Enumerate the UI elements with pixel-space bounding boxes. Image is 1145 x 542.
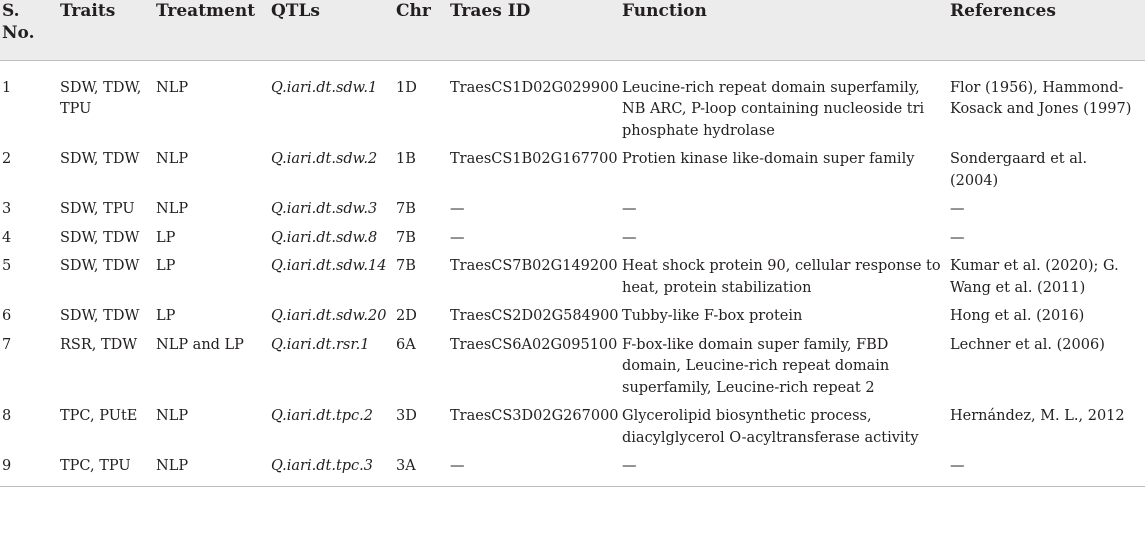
cell-traits: SDW, TDW — [60, 308, 140, 324]
cell-chr: 7B — [396, 229, 416, 246]
cell-s-no: 5 — [2, 258, 12, 274]
cell-qtl: Q.iari.dt.sdw.2 — [271, 151, 378, 167]
cell-traits: SDW, TDW — [60, 229, 140, 246]
cell-function: Leucine-rich repeat domain superfamily, NB ARC, P-loop containing nucleoside tri phosphate hydrolase — [622, 79, 925, 139]
header-qtls: QTLs — [271, 0, 396, 60]
table-row — [0, 399, 1145, 449]
header-s-no: S. No. — [0, 0, 60, 60]
cell-chr: 6A — [396, 336, 416, 353]
header-traits: Traits — [60, 0, 156, 60]
table-body — [0, 60, 1145, 486]
table-row — [0, 328, 1145, 400]
cell-chr: 7B — [396, 201, 416, 217]
cell-s-no: 2 — [2, 151, 12, 167]
cell-function: F-box-like domain super family, FBD domain, Leucine-rich repeat domain superfamily, Leucine-rich repeat 2 — [622, 336, 890, 396]
cell-treatment: LP — [156, 308, 176, 324]
cell-treatment: NLP and LP — [156, 336, 244, 353]
cell-references: Hernández, M. L., 2012 — [950, 408, 1125, 424]
table-row — [0, 449, 1145, 486]
cell-treatment: NLP — [156, 151, 189, 167]
cell-qtl: Q.iari.dt.sdw.14 — [271, 258, 387, 274]
cell-chr: 3A — [396, 449, 450, 486]
header-row — [0, 0, 1145, 60]
table-row — [0, 299, 1145, 328]
cell-qtl: Q.iari.dt.sdw.3 — [271, 201, 378, 217]
cell-qtl: Q.iari.dt.sdw.20 — [271, 308, 387, 324]
cell-traits: TPC, TPU — [60, 449, 156, 486]
cell-s-no: 1 — [2, 79, 12, 96]
cell-traes-id: TraesCS1B02G167700 — [450, 151, 618, 167]
table-header — [0, 0, 1145, 60]
cell-traes-id: — — [450, 201, 465, 217]
cell-function: — — [622, 201, 637, 217]
cell-references: — — [950, 201, 965, 217]
cell-treatment: NLP — [156, 201, 189, 217]
header-traes-id: Traes ID — [450, 0, 622, 60]
cell-references: Hong et al. (2016) — [950, 308, 1085, 324]
cell-s-no: 7 — [2, 336, 12, 353]
cell-chr: 1D — [396, 79, 417, 96]
cell-traes-id: TraesCS3D02G267000 — [450, 408, 619, 424]
cell-s-no: 6 — [2, 308, 12, 324]
cell-function: Heat shock protein 90, cellular response to heat, protein stabilization — [622, 258, 941, 296]
cell-traes-id: TraesCS1D02G029900 — [450, 79, 619, 96]
header-treatment: Treatment — [156, 0, 271, 60]
cell-traes-id: — — [450, 229, 465, 246]
cell-s-no: 3 — [2, 201, 12, 217]
cell-treatment: LP — [156, 258, 176, 274]
cell-traes-id: — — [450, 449, 622, 486]
table-row — [0, 60, 1145, 142]
cell-traits: SDW, TDW — [60, 258, 140, 274]
table-row — [0, 142, 1145, 192]
table-row — [0, 221, 1145, 250]
cell-qtl: Q.iari.dt.rsr.1 — [271, 336, 370, 353]
cell-qtl: Q.iari.dt.sdw.1 — [271, 79, 378, 96]
cell-qtl: Q.iari.dt.sdw.8 — [271, 229, 378, 246]
cell-chr: 7B — [396, 258, 416, 274]
cell-treatment: LP — [156, 229, 176, 246]
cell-function: Tubby-like F-box protein — [622, 308, 803, 324]
cell-references: Kumar et al. (2020); G. Wang et al. (2011) — [950, 258, 1119, 296]
cell-s-no: 9 — [0, 449, 60, 486]
table-row — [0, 192, 1145, 221]
header-chr: Chr — [396, 0, 450, 60]
cell-s-no: 4 — [2, 229, 12, 246]
cell-treatment: NLP — [156, 449, 271, 486]
cell-traes-id: TraesCS2D02G584900 — [450, 308, 619, 324]
header-function: Function — [622, 0, 950, 60]
cell-chr: 1B — [396, 151, 416, 167]
cell-references: — — [950, 229, 965, 246]
cell-qtl: Q.iari.dt.tpc.2 — [271, 408, 374, 424]
cell-chr: 3D — [396, 408, 417, 424]
cell-function: — — [622, 229, 637, 246]
cell-function: Protien kinase like-domain super family — [622, 151, 915, 167]
cell-traits: SDW, TDW — [60, 151, 140, 167]
cell-traits: SDW, TDW, TPU — [60, 79, 142, 117]
cell-traits: SDW, TPU — [60, 201, 135, 217]
cell-treatment: NLP — [156, 408, 189, 424]
cell-traes-id: TraesCS6A02G095100 — [450, 336, 618, 353]
cell-chr: 2D — [396, 308, 417, 324]
cell-traes-id: TraesCS7B02G149200 — [450, 258, 618, 274]
cell-function: Glycerolipid biosynthetic process, diacylglycerol O-acyltransferase activity — [622, 408, 919, 446]
cell-references: — — [950, 449, 1145, 486]
cell-traits: TPC, PUtE — [60, 408, 138, 424]
cell-s-no: 8 — [2, 408, 12, 424]
cell-references: Flor (1956), Hammond-Kosack and Jones (1997) — [950, 79, 1132, 117]
cell-references: Lechner et al. (2006) — [950, 336, 1105, 353]
cell-traits: RSR, TDW — [60, 336, 138, 353]
cell-treatment: NLP — [156, 79, 189, 96]
cell-qtl: Q.iari.dt.tpc.3 — [271, 449, 396, 486]
table-row — [0, 249, 1145, 299]
cell-function: — — [622, 449, 950, 486]
header-references: References — [950, 0, 1145, 60]
cell-references: Sondergaard et al. (2004) — [950, 151, 1088, 189]
